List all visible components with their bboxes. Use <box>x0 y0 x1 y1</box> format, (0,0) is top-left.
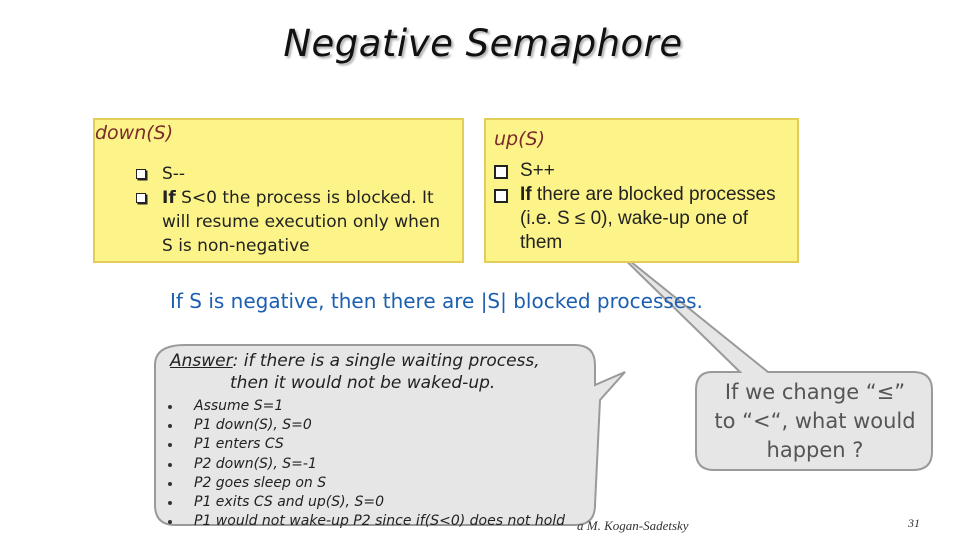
up-box-header: up(S) <box>494 128 545 150</box>
hollow-square-bullet-icon <box>136 193 146 203</box>
question-line: If we change “≤” <box>724 380 906 404</box>
dot-bullet-icon <box>168 501 172 505</box>
down-bullet-text: S-- <box>162 164 186 184</box>
down-bullet-text: S<0 the process is blocked. It will resume execution only when S is non-negative <box>162 188 441 256</box>
down-box-header: down(S) <box>95 122 174 144</box>
down-operation-box <box>93 118 464 263</box>
answer-label: Answer <box>170 351 233 371</box>
dot-bullet-icon <box>168 405 172 409</box>
question-line: happen ? <box>766 438 864 462</box>
question-callout-text <box>700 378 930 465</box>
step-text: P2 goes sleep on S <box>194 474 327 491</box>
step-text: Assume S=1 <box>194 398 284 414</box>
up-operation-box <box>484 118 799 263</box>
step-item <box>166 397 565 416</box>
hollow-square-bullet-icon <box>494 165 508 179</box>
dot-bullet-icon <box>168 482 172 486</box>
answer-text <box>170 350 590 394</box>
author-credit: a M. Kogan-Sadetsky <box>577 518 689 533</box>
slide-title: Negative Semaphore <box>283 22 683 65</box>
down-bullet-keyword: If <box>162 188 176 208</box>
step-item <box>166 455 565 474</box>
step-item <box>166 512 565 531</box>
answer-line1: : if there is a single waiting process, <box>232 351 540 371</box>
down-bullet-list <box>136 162 456 258</box>
up-bullet-item <box>494 183 794 255</box>
dot-bullet-icon <box>168 520 172 524</box>
step-item <box>166 493 565 512</box>
down-bullet-item <box>136 162 456 186</box>
up-bullet-text: there are blocked processes (i.e. S ≤ 0), wake-up one of them <box>520 184 776 253</box>
answer-line2: then it would not be waked-up. <box>230 373 496 393</box>
down-bullet-item <box>136 186 456 258</box>
dot-bullet-icon <box>168 443 172 447</box>
answer-steps-list <box>166 397 565 531</box>
question-line: to “<“, what would <box>714 409 916 433</box>
up-bullet-item <box>494 159 794 183</box>
step-text: P1 down(S), S=0 <box>194 417 312 434</box>
up-bullet-keyword: If <box>520 184 532 205</box>
blocked-processes-statement: If S is negative, then there are |S| blocked processes. <box>170 289 703 313</box>
page-number: 31 <box>908 516 920 530</box>
step-text: P2 down(S), S=-1 <box>194 455 317 472</box>
step-text: P1 would not wake-up P2 since if(S<0) does not hold <box>194 513 566 530</box>
hollow-square-bullet-icon <box>136 169 146 179</box>
step-item <box>166 416 565 435</box>
step-text: P1 enters CS <box>194 436 284 453</box>
hollow-square-bullet-icon <box>494 189 508 203</box>
step-text: P1 exits CS and up(S), S=0 <box>194 494 384 511</box>
step-item <box>166 435 565 454</box>
dot-bullet-icon <box>168 463 172 467</box>
step-item <box>166 474 565 493</box>
dot-bullet-icon <box>168 424 172 428</box>
up-bullet-text: S++ <box>520 160 555 181</box>
up-bullet-list <box>494 159 794 255</box>
